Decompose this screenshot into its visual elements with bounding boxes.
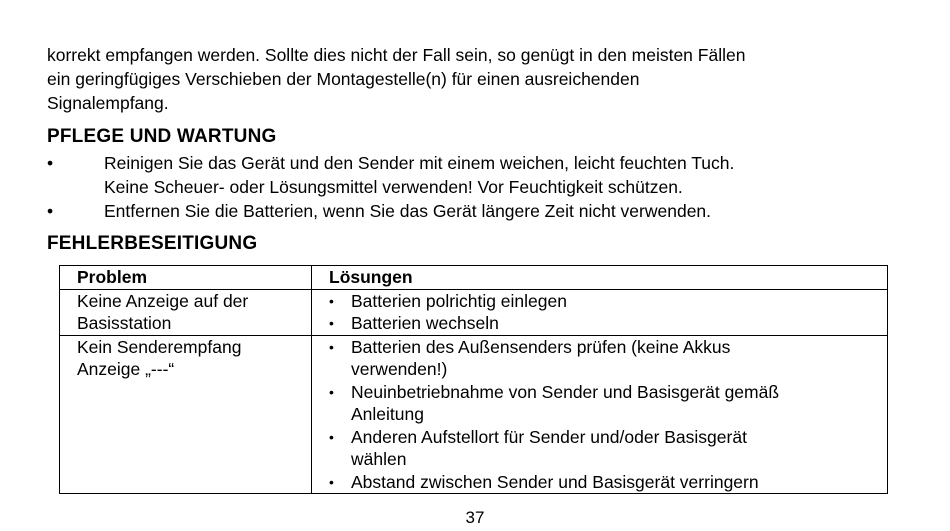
solution-item bbox=[329, 290, 879, 313]
bullet-icon: • bbox=[329, 292, 334, 309]
care-list bbox=[47, 151, 907, 223]
solution-text: wählen bbox=[351, 449, 407, 469]
solutions-list bbox=[329, 290, 879, 335]
solution-text: verwenden!) bbox=[351, 359, 448, 379]
solutions-cell bbox=[312, 335, 888, 494]
solution-item bbox=[329, 381, 879, 426]
solution-text: Neuinbetriebnahme von Sender und Basisgerät gemäß bbox=[351, 381, 780, 402]
list-item-text: Keine Scheuer- oder Lösungsmittel verwenden! Vor Feuchtigkeit schützen. bbox=[104, 177, 683, 197]
troubleshooting-table bbox=[59, 265, 888, 494]
solution-text: Batterien polrichtig einlegen bbox=[351, 290, 567, 311]
solution-text: Anderen Aufstellort für Sender und/oder Basisgerät bbox=[351, 426, 747, 447]
bullet-icon: • bbox=[329, 383, 334, 400]
solution-text: Anleitung bbox=[351, 404, 424, 424]
solution-text: Batterien des Außensenders prüfen (keine Akkus bbox=[351, 336, 731, 357]
problem-text: Kein Senderempfang bbox=[77, 336, 242, 357]
problem-text: Basisstation bbox=[77, 313, 172, 333]
table-row bbox=[60, 335, 888, 494]
page-number: 37 bbox=[465, 508, 485, 527]
section-heading-care: PFLEGE UND WARTUNG bbox=[47, 126, 277, 147]
problem-cell bbox=[60, 289, 312, 335]
list-item bbox=[47, 151, 907, 199]
table-row bbox=[60, 289, 888, 335]
solution-text: Abstand zwischen Sender und Basisgerät verringern bbox=[351, 471, 759, 492]
solution-item bbox=[329, 336, 879, 381]
intro-paragraph bbox=[47, 43, 907, 115]
solutions-cell bbox=[312, 289, 888, 335]
list-item bbox=[47, 199, 907, 223]
bullet-icon: • bbox=[329, 473, 334, 490]
solution-text: Batterien wechseln bbox=[351, 313, 499, 333]
intro-line: Signalempfang. bbox=[47, 93, 169, 113]
problem-text: Anzeige „---“ bbox=[77, 359, 175, 379]
bullet-icon: • bbox=[329, 315, 334, 331]
column-header-solutions: Lösungen bbox=[312, 266, 888, 290]
section-heading-troubleshooting: FEHLERBESEITIGUNG bbox=[47, 233, 258, 254]
table-header-row bbox=[60, 266, 888, 290]
bullet-icon: • bbox=[329, 428, 334, 445]
solution-item bbox=[329, 426, 879, 471]
problem-cell bbox=[60, 335, 312, 494]
troubleshooting-table-wrapper bbox=[59, 265, 888, 494]
bullet-icon: • bbox=[47, 153, 54, 173]
solution-item bbox=[329, 312, 879, 335]
intro-line: ein geringfügiges Verschieben der Montagestelle(n) für einen ausreichenden bbox=[47, 69, 640, 89]
bullet-icon: • bbox=[47, 201, 54, 221]
solutions-list bbox=[329, 336, 879, 494]
intro-line: korrekt empfangen werden. Sollte dies nicht der Fall sein, so genügt in den meisten Fällen bbox=[47, 45, 746, 65]
solution-item bbox=[329, 471, 879, 494]
list-item-text: Entfernen Sie die Batterien, wenn Sie das Gerät längere Zeit nicht verwenden. bbox=[104, 201, 712, 221]
list-item-text: Reinigen Sie das Gerät und den Sender mit einem weichen, leicht feuchten Tuch. bbox=[104, 153, 735, 173]
bullet-icon: • bbox=[329, 338, 334, 355]
problem-text: Keine Anzeige auf der bbox=[77, 290, 249, 311]
column-header-problem: Problem bbox=[60, 266, 312, 290]
